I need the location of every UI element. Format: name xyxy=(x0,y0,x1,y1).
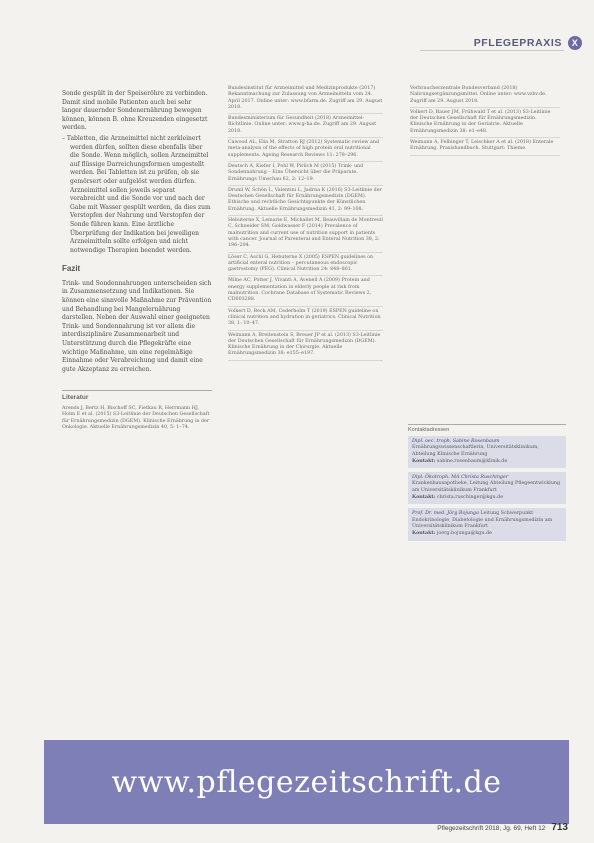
fazit-heading: Fazit xyxy=(62,264,81,274)
reference-item: Bundesinstitut für Arzneimittel und Medizinprodukte (2017) Bekanntmachung zur Zulassung von Arzneimitteln vom 24. April 2017. Online unter: www.bfarm.de. Zugriff am 29. August 2018. xyxy=(228,86,383,114)
contact-entry xyxy=(408,472,566,504)
header-divider xyxy=(420,50,564,51)
contact-role: Ernährungswissenschaftlerin, Universitätsklinikum, Abteilung Klinische Ernährung xyxy=(412,445,539,457)
literatur-entry: Arends J, Bertz H, Bischoff SC, Fietkau R, Herrmann HJ, Holm E et al. (2015) S3-Leitlinie der Deutschen Gesellschaft für Ernährungsmedizin (DGEM). Klinische Ernährung in der Onkologie. Aktuelle Ernährungsmedizin 40, 5: 1–74. xyxy=(62,406,210,431)
section-header xyxy=(474,36,582,50)
reference-item: Volkert D, Beck AM, Cederholm T (2019) ESPEN guideline on clinical nutrition and hydration in geriatrics. Clinical Nutrition 38, 1: 10–47. xyxy=(228,309,383,331)
contact-role: Krankenhausapotheke, Leitung Abteilung Pflegeentwicklung am Universitätsklinikum Frankfurt xyxy=(412,481,561,493)
contact-entry xyxy=(408,508,566,540)
contact-label: Kontakt: xyxy=(412,530,436,537)
reference-item: Verbraucherzentrale Bundesverband (2018) Nahrungsergänzungsmittel. Online unter: www.vzbv.de. Zugriff am 29. August 2018. xyxy=(410,86,560,108)
right-reference-column xyxy=(410,86,560,158)
body-paragraph: Sonde gespült in der Speiseröhre zu verbinden. Damit sind mobile Patienten auch bei sehr langer dauernder Sondenernährung bewegen können, können B. ohne Kreuzenden eingesetzt werden. xyxy=(62,90,208,132)
reference-item: Löser C, Aschl G, Hebuterne X (2005) ESPEN guidelines on artificial enteral nutrition – percutaneous endoscopic gastrostomy (PEG). Clinical Nutrition 24: 848–861. xyxy=(228,255,383,277)
reference-item: Hebuterne X, Lemarie E, Michallet M, Beauvillain de Montreuil C, Schneider SM, Goldwasser F (2014) Prevalence of malnutrition and current use of nutrition support in patients with cancer. Journal of Parenteral and Enteral Nutrition 38, 2: 196–204. xyxy=(228,218,383,252)
contact-email-link[interactable]: joerg.bojunga@kgu.de xyxy=(436,531,492,537)
contact-email-link[interactable]: sabine.rosenbaum@klinik.de xyxy=(436,458,508,464)
website-banner[interactable] xyxy=(44,740,569,824)
section-badge-icon: X xyxy=(568,36,582,50)
page-footer xyxy=(437,822,568,833)
contact-email-link[interactable]: christa.ruschinger@kgu.de xyxy=(436,495,504,501)
middle-reference-column xyxy=(228,86,383,363)
reference-item: Weimann A, Felbinger T, Leischker A et al. (2018) Enterale Ernährung. Praxishandbuch. Stuttgart: Thieme. xyxy=(410,140,560,156)
section-title: PFLEGEPRAXIS xyxy=(473,37,562,49)
journal-citation: Pflegezeitschrift 2018, Jg. 69, Heft 12 xyxy=(437,825,546,832)
reference-item: Weimann A, Breitenstein S, Breuer JP et al. (2013) S3-Leitlinie der Deutschen Gesellschaft für Ernährungsmedizin (DGEM). Klinische Ernährung in der Chirurgie. Aktuelle Ernährungsmedizin 38: e155–e197. xyxy=(228,333,383,361)
contact-label: Kontakt: xyxy=(412,494,436,501)
reference-item: Cawood AL, Elia M, Stratton RJ (2012) Systematic review and meta-analysis of the effects of high protein oral nutritional supplements. Ageing Research Reviews 11: 278–296. xyxy=(228,140,383,162)
fazit-paragraph: Trink- und Sondennahrungen unterscheiden sich in Zusammensetzung und Indikationen. Sie können eine sinnvolle Maßnahme zur Prävention und Behandlung bei Mangelernährung darstellen. Neben der Auswahl einer geeigneten Trink- und Sondennahrung ist vor allem die interdisziplinäre Zusammenarbeit und Unterstützung durch die Pflegekräfte eine wichtige Maßnahme, um eine regelmäßige Einnahme oder Verabreichung und damit eine gute Akzeptanz zu erreichen. xyxy=(62,279,212,373)
contact-name: Dipl. Ökotroph. MA Christa Ruschinger xyxy=(412,475,509,481)
reference-item: Deutsch A, Kiefer I, Pohl W, Pirlich M (2015) Trink- und Sondennahrung – Eine Übersicht über die Präparate. Ernährungs Umschau 62, 2: 12–19. xyxy=(228,164,383,186)
website-url[interactable]: www.pflegezeitschrift.de xyxy=(111,764,502,800)
reference-item: Milne AC, Potter J, Vivanti A, Avenell A (2009) Protein and energy supplementation in elderly people at risk from malnutrition. Cochrane Database of Systematic Reviews 2, CD003288. xyxy=(228,278,383,306)
contact-label: Kontakt: xyxy=(412,457,436,464)
contact-role: Leitung Schwerpunkt Endokrinologie, Diabetologie und Ernährungsmedizin am Universitätsklinikum Frankfurt xyxy=(412,511,553,529)
body-paragraph-bullet: – Tabletten, die Arzneimittel nicht zerkleinert werden dürfen, sollten diese ebenfalls über die Sonde. Wenn möglich, sollen Arzneimittel auf flüssige Darreichungsformen umgestellt werden. Bei Tabletten ist zu prüfen, ob sie gemörsert oder aufgelöst werden dürfen. Arzneimittel sollen jeweils separat verabreicht und die Sonde vor und nach der Gabe mit Wasser gespült werden, da dies zum Verstopfen der Nahrung und Verstopfen der Sonde führen kann. Eine ärztliche Überprüfung der Indikation bei jeweiligen Arzneimitteln sollte erfolgen und nicht notwendige Therapien beendet werden. xyxy=(62,134,211,254)
contact-name: Dipl. oec. troph. Sabine Rosenbaum xyxy=(412,439,500,444)
page-number: 713 xyxy=(551,822,568,833)
contact-box xyxy=(408,424,566,545)
contact-entry xyxy=(408,436,566,468)
reference-item: Druml W, Schön L, Valentini L, Jadrna K (2016) S3-Leitlinie der Deutschen Gesellschaft für Ernährungsmedizin (DGEM). Ethische und rechtliche Gesichtspunkte der Künstlichen Ernährung. Aktuelle Ernährungsmedizin 41, 2: 99–108. xyxy=(228,188,383,216)
reference-item: Volkert D, Bauer JM, Frühwald T et al. (2013) S3-Leitlinie der Deutschen Gesellschaft für Ernährungsmedizin. Klinische Ernährung in der Geriatrie. Aktuelle Ernährungsmedizin 38: e1–e48. xyxy=(410,110,560,138)
reference-item: Bundesministerium für Gesundheit (2018) Arzneimittel-Richtlinie. Online unter: www.g-ba.de. Zugriff am 29. August 2018. xyxy=(228,116,383,138)
left-column xyxy=(62,90,212,432)
contact-name: Prof. Dr. med. Jörg Bojunga xyxy=(412,511,479,517)
contact-heading: Kontaktadressen xyxy=(408,427,450,433)
literatur-heading: Literatur xyxy=(62,390,212,403)
